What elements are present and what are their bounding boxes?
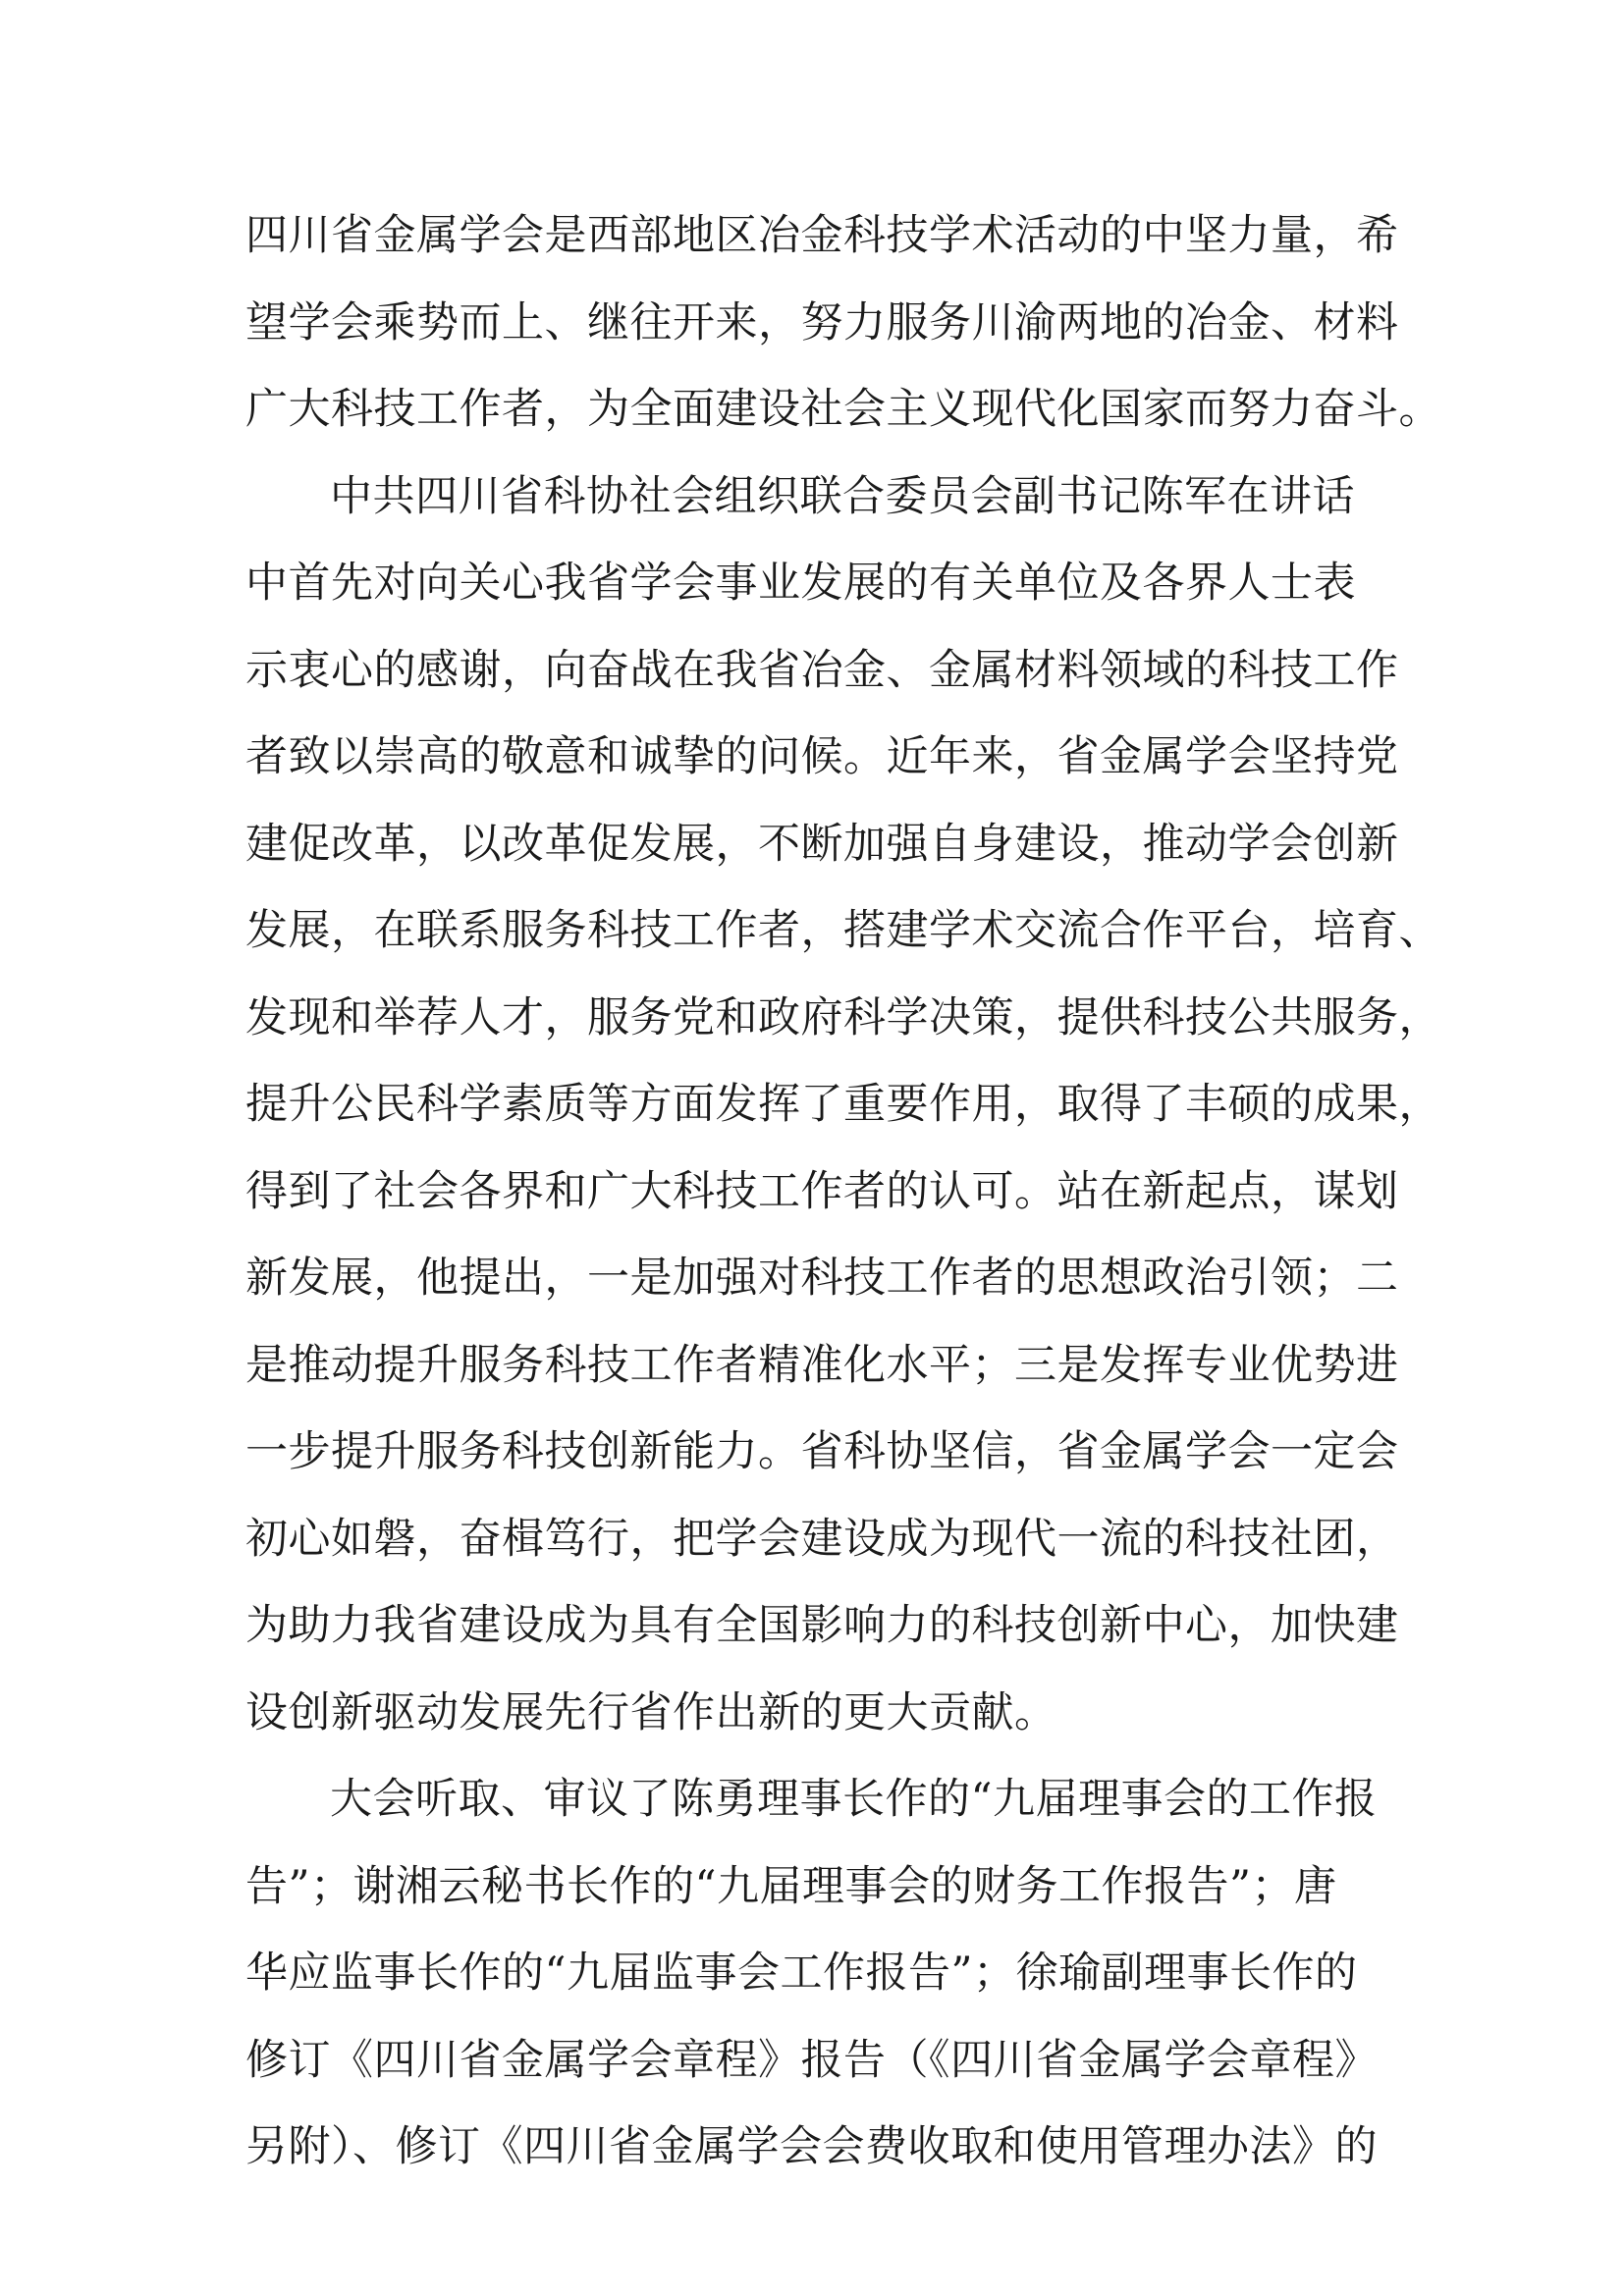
paragraph-start-line: 中共四川省科协社会组织联合委员会副书记陈军在讲话 [330, 471, 1355, 521]
text-line: 为助力我省建设成为具有全国影响力的科技创新中心，加快建 [245, 1601, 1399, 1650]
text-line: 中首先对向关心我省学会事业发展的有关单位及各界人士表 [245, 559, 1356, 608]
text-line: 修订《四川省金属学会章程》报告（《四川省金属学会章程》 [245, 2035, 1378, 2085]
text-line: 告”；谢湘云秘书长作的“九届理事会的财务工作报告”；唐 [245, 1861, 1337, 1911]
text-line: 初心如磐，奋楫笃行，把学会建设成为现代一流的科技社团， [245, 1514, 1399, 1564]
text-line: 建促改革，以改革促发展，不断加强自身建设，推动学会创新 [245, 819, 1399, 869]
text-line: 四川省金属学会是西部地区冶金科技学术活动的中坚力量，希 [245, 211, 1399, 260]
text-line: 广大科技工作者，为全面建设社会主义现代化国家而努力奋斗。 [245, 385, 1441, 434]
paragraph-start-line: 大会听取、审议了陈勇理事长作的“九届理事会的工作报 [330, 1775, 1378, 1824]
body-text [245, 192, 1441, 2191]
text-line: 是推动提升服务科技工作者精准化水平；三是发挥专业优势进 [245, 1340, 1399, 1390]
text-line: 得到了社会各界和广大科技工作者的认可。站在新起点，谋划 [245, 1166, 1399, 1216]
text-line: 发展，在联系服务科技工作者，搭建学术交流合作平台，培育、 [245, 906, 1441, 955]
text-line: 者致以崇高的敬意和诚挚的问候。近年来，省金属学会坚持党 [245, 732, 1399, 781]
text-line: 设创新驱动发展先行省作出新的更大贡献。 [245, 1687, 1057, 1737]
text-line: 华应监事长作的“九届监事会工作报告”；徐瑜副理事长作的 [245, 1949, 1358, 1998]
text-line: 望学会乘势而上、继往开来，努力服务川渝两地的冶金、材料 [245, 297, 1399, 347]
text-line: 示衷心的感谢，向奋战在我省冶金、金属材料领域的科技工作 [245, 645, 1399, 695]
text-line: 提升公民科学素质等方面发挥了重要作用，取得了丰硕的成果， [245, 1080, 1441, 1129]
text-line: 一步提升服务科技创新能力。省科协坚信，省金属学会一定会 [245, 1427, 1399, 1476]
text-line: 另附）、修订《四川省金属学会会费收取和使用管理办法》的 [245, 2122, 1378, 2171]
text-line: 新发展，他提出，一是加强对科技工作者的思想政治引领；二 [245, 1254, 1399, 1303]
text-line: 发现和举荐人才，服务党和政府科学决策，提供科技公共服务， [245, 992, 1441, 1042]
